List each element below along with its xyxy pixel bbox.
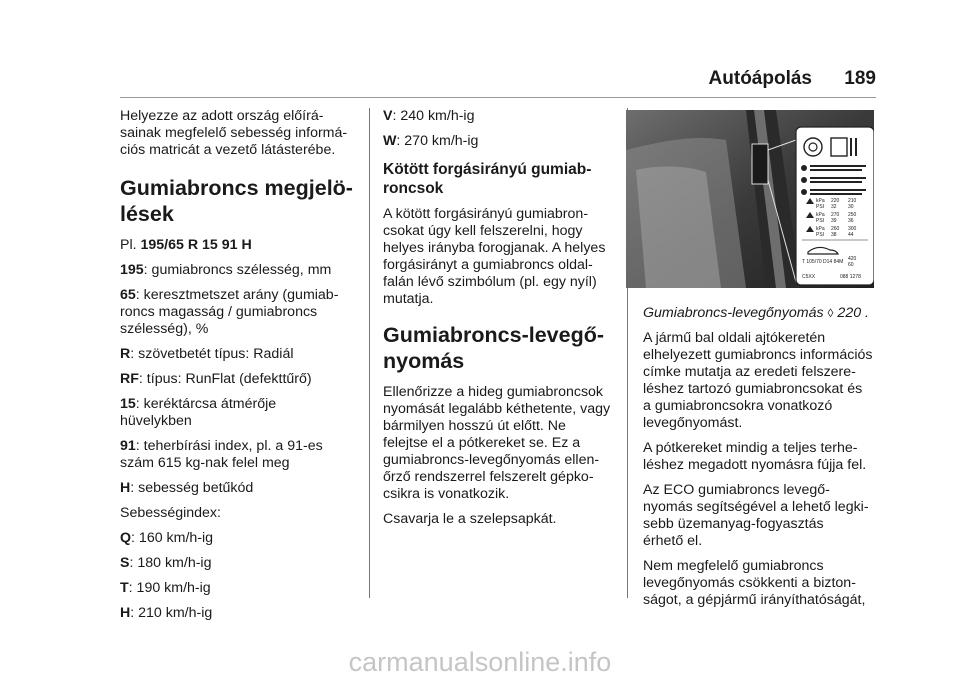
column-3 bbox=[643, 305, 881, 617]
page-header bbox=[0, 68, 960, 92]
definition-item: 91: teherbírási index, pl. a 91-es szám 615 kg-nak felel meg bbox=[120, 438, 323, 471]
safety-paragraph: Nem megfelelő gumiabroncs levegőnyomás csökkenti a bizton- ságot, a gépjármű irányíthatóságát, bbox=[643, 558, 866, 608]
definition-item: RF: típus: RunFlat (defekttűrő) bbox=[120, 371, 312, 387]
label-value: 38 bbox=[831, 232, 837, 238]
example-code: 195/65 R 15 91 H bbox=[140, 237, 252, 253]
label-unit: kPa bbox=[816, 226, 825, 232]
section-title: Autóápolás bbox=[708, 68, 812, 89]
label-value: 260 bbox=[831, 226, 840, 232]
directional-tires-paragraph: A kötött forgásirányú gumiabron- csokat úgy kell felszerelni, hogy helyes irányba forogjanak. A helyes forgásirányt a gumiabroncs oldal- falán lévő szimbólum (pl. egy nyíl) mutatja. bbox=[383, 206, 606, 307]
valve-cap-paragraph: Csavarja le a szelepsapkát. bbox=[383, 511, 557, 527]
page-number: 189 bbox=[844, 68, 876, 89]
intro-paragraph: Helyezze az adott ország előírá- sainak megfelelő sebesség informá- ciós matricát a vezető látásterébe. bbox=[120, 108, 348, 158]
figure-code: 088 1278 bbox=[840, 274, 861, 280]
speed-item: W: 270 km/h-ig bbox=[383, 133, 479, 149]
label-value: 210 bbox=[848, 198, 857, 204]
directional-tires-heading: Kötött forgásirányú gumiab- roncsok bbox=[383, 161, 592, 197]
definition-item: 65: keresztmetszet arány (gumiab- roncs magasság / gumiabroncs szélesség), % bbox=[120, 287, 339, 337]
tire-pressure-heading: Gumiabroncs-levegő- nyomás bbox=[383, 323, 605, 373]
speed-item: S: 180 km/h-ig bbox=[120, 555, 212, 571]
column-divider bbox=[369, 108, 370, 598]
label-unit: PSI bbox=[816, 218, 825, 224]
speed-item: T: 190 km/h-ig bbox=[120, 580, 211, 596]
header-rule bbox=[120, 97, 876, 98]
label-value: 36 bbox=[848, 218, 854, 224]
label-unit: kPa bbox=[816, 198, 825, 204]
label-info-paragraph: A jármű bal oldali ajtókeretén elhelyezett gumiabroncs információs címke mutatja az eredeti felszere- léshez tartozó gumiabroncsokat és a gumiabroncsokra vonatkozó levegőnyomást. bbox=[643, 330, 873, 431]
spare-tire-code: T 105/70 D14 84M bbox=[802, 259, 844, 265]
eco-pressure-kpa: 420 bbox=[848, 256, 857, 262]
speed-item: V: 240 km/h-ig bbox=[383, 108, 475, 124]
label-value: 30 bbox=[848, 204, 854, 210]
label-value: 270 bbox=[831, 212, 840, 218]
watermark: carmanualsonline.info bbox=[348, 647, 612, 677]
label-unit: PSI bbox=[816, 232, 825, 238]
speed-item: Q: 160 km/h-ig bbox=[120, 530, 214, 546]
label-value: 39 bbox=[831, 218, 837, 224]
speed-index-label: Sebességindex: bbox=[120, 505, 221, 521]
definition-item: 195: gumiabroncs szélesség, mm bbox=[120, 262, 332, 278]
tire-pressure-label-figure bbox=[626, 110, 874, 288]
label-value: 44 bbox=[848, 232, 854, 238]
tire-markings-heading: Gumiabroncs megjelö- lések bbox=[120, 176, 353, 226]
speed-item: H: 210 km/h-ig bbox=[120, 605, 213, 621]
label-value: 32 bbox=[831, 204, 837, 210]
door-frame-illustration bbox=[626, 110, 874, 288]
definition-item: H: sebesség betűkód bbox=[120, 480, 254, 496]
eco-pressure-psi: 60 bbox=[848, 262, 854, 268]
label-value: 250 bbox=[848, 212, 857, 218]
part-code: C5XX bbox=[802, 274, 816, 280]
figure-caption: Gumiabroncs-levegőnyomás ◊ 220 . bbox=[643, 305, 869, 321]
label-value: 300 bbox=[848, 226, 857, 232]
label-unit: PSI bbox=[816, 204, 825, 210]
definition-item: R: szövetbetét típus: Radiál bbox=[120, 346, 294, 362]
example-line: Pl. 195/65 R 15 91 H bbox=[120, 237, 252, 253]
label-value: 220 bbox=[831, 198, 840, 204]
cross-reference-icon: ◊ bbox=[827, 306, 834, 320]
definition-item: 15: keréktárcsa átmérője hüvelykben bbox=[120, 396, 277, 429]
label-unit: kPa bbox=[816, 212, 825, 218]
spare-tire-paragraph: A pótkereket mindig a teljes terhe- léshez megadott nyomásra fújja fel. bbox=[643, 440, 867, 473]
column-2 bbox=[383, 108, 621, 536]
column-1 bbox=[120, 108, 358, 630]
pressure-check-paragraph: Ellenőrizze a hideg gumiabroncsok nyomását legalább kéthetente, vagy bármilyen hosszú út előtt. Ne felejtse el a pótkereket se. Ez a gumiabroncs-levegőnyomás ellen- őrző rendszerrel felszerelt gépko- csikra is vonatkozik. bbox=[383, 384, 611, 502]
eco-pressure-paragraph: Az ECO gumiabroncs levegő- nyomás segítségével a lehető legki- sebb üzemanyag-fogyasztás érhető el. bbox=[643, 482, 869, 549]
